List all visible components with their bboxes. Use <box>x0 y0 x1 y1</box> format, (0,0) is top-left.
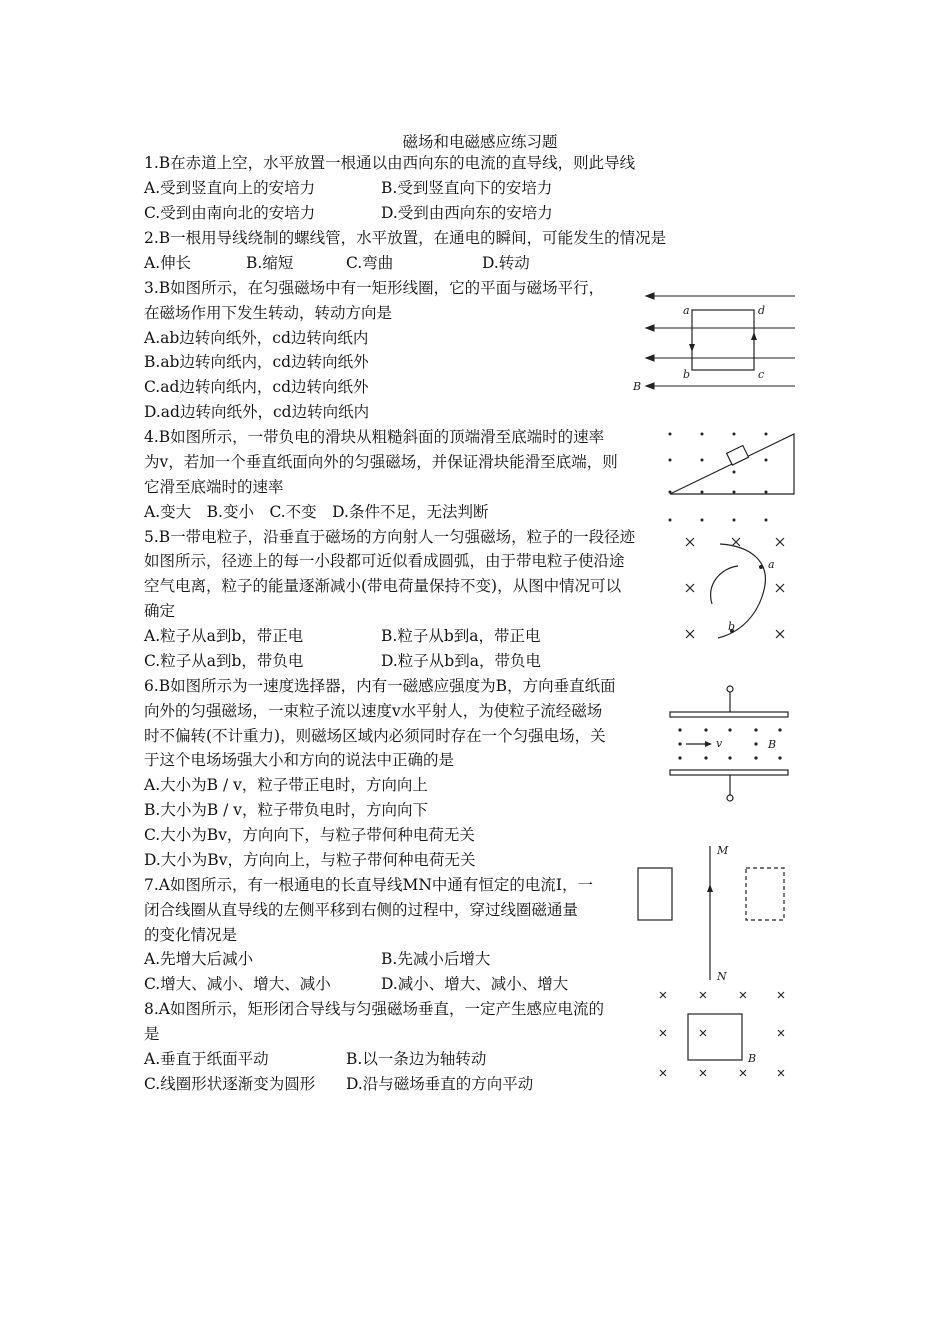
q1-option-a: A.受到竖直向上的安培力 <box>144 179 316 197</box>
question-7-stem-cont: 闭合线圈从直导线的左侧平移到右侧的过程中，穿过线圈磁通量 <box>144 901 579 919</box>
q2-option-d: D.转动 <box>482 254 530 272</box>
figure-q8-loop-in-field <box>650 986 800 1086</box>
question-8-stem: 8.A如图所示，矩形闭合导线与匀强磁场垂直，一定产生感应电流的 <box>144 1000 604 1018</box>
q6-option-c: C.大小为Bv，方向向下，与粒子带何种电荷无关 <box>144 826 475 844</box>
question-6-stem-cont2: 时不偏转(不计重力)，则磁场区域内必须同时存在一个匀强电场，关 <box>144 727 606 745</box>
question-4-stem-cont: 为v，若加一个垂直纸面向外的匀强磁场，并保证滑块能滑至底端，则 <box>144 453 618 471</box>
q5-option-c: C.粒子从a到b，带负电 <box>144 652 304 670</box>
question-5-stem: 5.B一带电粒子，沿垂直于磁场的方向射人一匀强磁场，粒子的一段径迹 <box>144 528 636 546</box>
figure-q3-coil-in-field <box>630 288 800 396</box>
question-4-stem: 4.B如图所示，一带负电的滑块从粗糙斜面的顶端滑至底端时的速率 <box>144 428 605 446</box>
question-7-stem-cont2: 的变化情况是 <box>144 926 238 944</box>
question-6-stem-cont3: 于这个电场场强大小和方向的说法中正确的是 <box>144 751 455 769</box>
q2-option-a: A.伸长 <box>144 254 192 272</box>
q5-option-a: A.粒子从a到b，带正电 <box>144 627 304 645</box>
fig3-label-a: a <box>683 304 690 317</box>
question-6-stem-cont: 向外的匀强磁场，一束粒子流以速度v水平射人，为使粒子流经磁场 <box>144 702 603 720</box>
question-5-stem-cont3: 确定 <box>144 602 176 620</box>
figure-q4-incline <box>660 428 800 528</box>
figure-q5-track <box>676 532 806 652</box>
question-7-stem: 7.A如图所示，有一根通电的长直导线MN中通有恒定的电流I，一 <box>144 876 594 894</box>
q7-option-b: B.先减小后增大 <box>381 950 491 968</box>
question-6-stem: 6.B如图所示为一速度选择器，内有一磁感应强度为B，方向垂直纸面 <box>144 677 616 695</box>
q1-option-d: D.受到由西向东的安培力 <box>381 204 553 222</box>
q7-option-d: D.减小、增大、减小、增大 <box>381 975 569 993</box>
figure-q7-wire-and-coil <box>630 840 800 990</box>
question-3-stem: 3.B如图所示，在匀强磁场中有一矩形线圈，它的平面与磁场平行， <box>144 279 605 297</box>
q7-option-c: C.增大、减小、增大、减小 <box>144 975 331 993</box>
q8-option-a: A.垂直于纸面平动 <box>144 1050 269 1068</box>
question-5-stem-cont2: 空气电离，粒子的能量逐渐减小(带电荷量保持不变)，从图中情况可以 <box>144 577 622 595</box>
q3-option-c: C.ad边转向纸内，cd边转向纸外 <box>144 378 369 396</box>
q7-option-a: A.先增大后减小 <box>144 950 254 968</box>
fig3-label-B: B <box>633 380 642 393</box>
q6-option-b: B.大小为B / v，粒子带负电时，方向向下 <box>144 801 429 819</box>
fig6-label-B: B <box>768 738 777 751</box>
q3-option-b: B.ab边转向纸内，cd边转向纸外 <box>144 353 369 371</box>
figure-q6-velocity-selector <box>666 684 796 804</box>
q6-option-d: D.大小为Bv，方向向上，与粒子带何种电荷无关 <box>144 851 476 869</box>
q8-option-d: D.沿与磁场垂直的方向平动 <box>346 1075 534 1093</box>
fig3-label-d: d <box>758 304 766 317</box>
question-8-stem-cont: 是 <box>144 1025 160 1043</box>
question-1-stem: 1.B在赤道上空，水平放置一根通以由西向东的电流的直导线，则此导线 <box>144 154 636 172</box>
fig5-label-a: a <box>768 558 775 571</box>
q3-option-d: D.ad边转向纸外，cd边转向纸内 <box>144 403 370 421</box>
q1-option-b: B.受到竖直向下的安培力 <box>381 179 553 197</box>
fig8-label-B: B <box>748 1052 757 1065</box>
question-4-stem-cont2: 它滑至底端时的速率 <box>144 478 284 496</box>
question-2-stem: 2.B一根用导线绕制的螺线管，水平放置，在通电的瞬间，可能发生的情况是 <box>144 229 667 247</box>
fig3-label-c: c <box>758 368 765 381</box>
q8-option-b: B.以一条边为轴转动 <box>346 1050 487 1068</box>
q2-option-b: B.缩短 <box>246 254 294 272</box>
q2-option-c: C.弯曲 <box>346 254 394 272</box>
fig7-label-M: M <box>717 844 729 857</box>
q5-option-d: D.粒子从b到a，带负电 <box>381 652 541 670</box>
q8-option-c: C.线圈形状逐渐变为圆形 <box>144 1075 316 1093</box>
q5-option-b: B.粒子从b到a，带正电 <box>381 627 541 645</box>
q4-options: A.变大 B.变小 C.不变 D.条件不足，无法判断 <box>144 503 489 521</box>
q6-option-a: A.大小为B / v，粒子带正电时，方向向上 <box>144 776 428 794</box>
q3-option-a: A.ab边转向纸外，cd边转向纸内 <box>144 329 369 347</box>
fig7-label-N: N <box>717 970 727 983</box>
fig3-label-b: b <box>683 368 691 381</box>
q1-option-c: C.受到由南向北的安培力 <box>144 204 316 222</box>
page-title: 磁场和电磁感应练习题 <box>402 133 558 151</box>
fig6-label-v: v <box>716 737 723 750</box>
fig5-label-b: b <box>728 620 736 633</box>
question-3-stem-cont: 在磁场作用下发生转动，转动方向是 <box>144 304 393 322</box>
question-5-stem-cont: 如图所示，径迹上的每一小段都可近似看成圆弧，由于带电粒子使沿途 <box>144 552 625 570</box>
